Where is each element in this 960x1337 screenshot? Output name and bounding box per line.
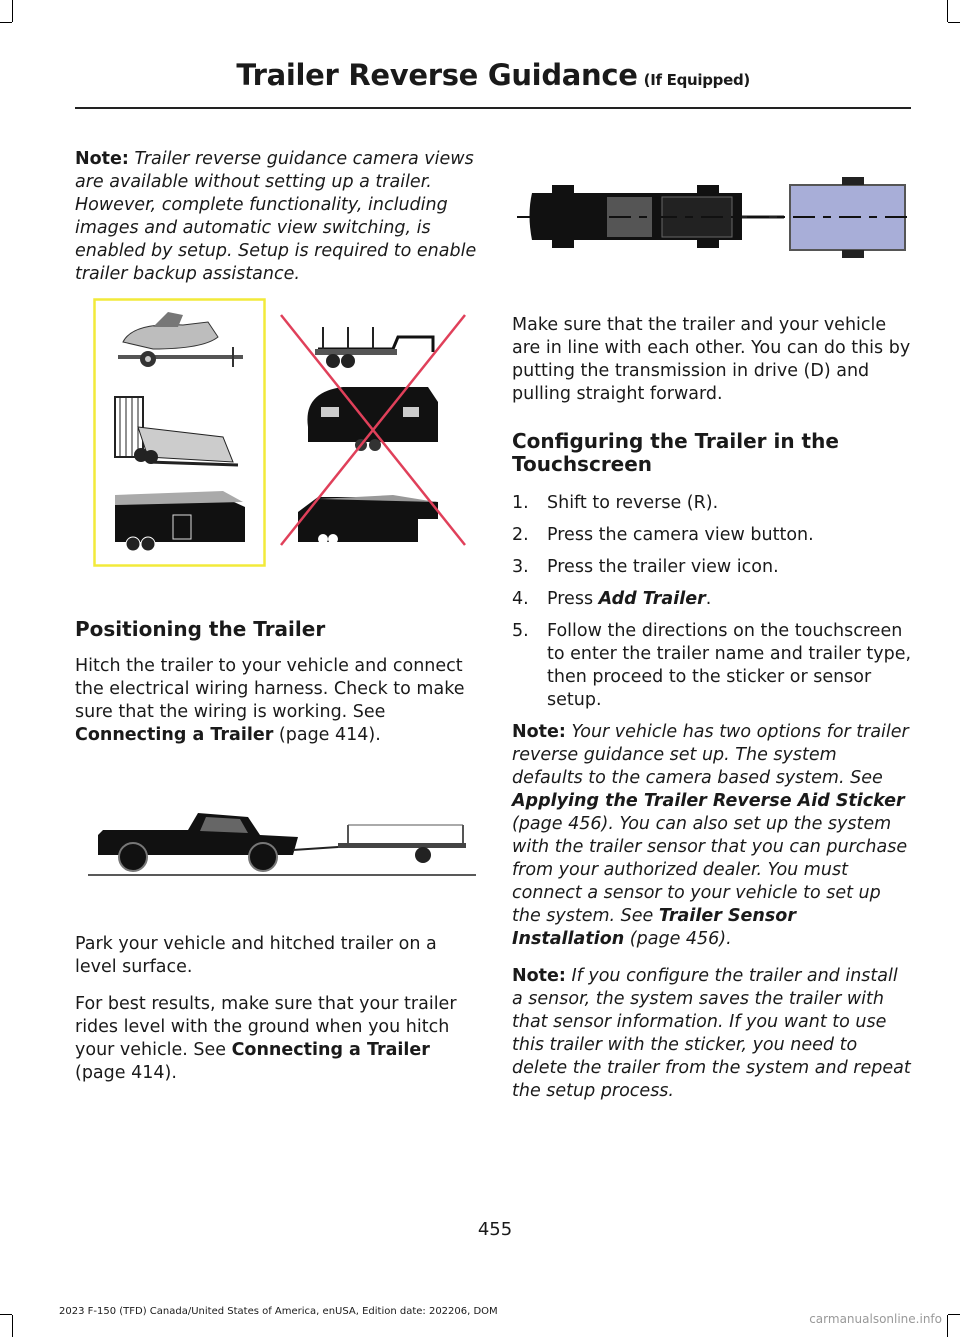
- camper-trailer-icon: [307, 387, 438, 451]
- header-rule: [75, 107, 911, 109]
- truck-trailer-side-figure: [88, 795, 476, 879]
- gooseneck-trailer-icon: [315, 327, 433, 368]
- connecting-trailer-link[interactable]: Connecting a Trailer: [75, 725, 274, 745]
- crop-mark: [0, 1314, 12, 1315]
- sticker-link[interactable]: Applying the Trailer Reverse Aid Sticker: [512, 791, 905, 811]
- crop-mark: [12, 0, 13, 22]
- note-label: Note:: [512, 966, 566, 986]
- step-number: 4.: [512, 589, 529, 609]
- step-item: [512, 620, 912, 712]
- right-column: [512, 314, 912, 1117]
- step-text: Press the trailer view icon.: [547, 557, 779, 577]
- step-text: Shift to reverse (R).: [547, 493, 719, 513]
- step-item: [512, 588, 912, 611]
- note-label: Note:: [75, 149, 129, 169]
- crop-mark: [948, 22, 960, 23]
- left-note: [75, 148, 477, 300]
- step-number: 2.: [512, 525, 529, 545]
- left-level-section: [75, 933, 477, 1099]
- park-paragraph: Park your vehicle and hitched trailer on a level surface.: [75, 934, 437, 977]
- jetski-trailer-icon: [118, 312, 243, 367]
- note-label: Note:: [512, 722, 566, 742]
- note-text: If you configure the trailer and install a sensor, the system saves the trailer with that sensor information. If you want to use this trailer with the sticker, you need to delete the trailer from the system and repeat the setup process.: [512, 966, 911, 1101]
- crop-mark: [12, 1315, 13, 1337]
- step-number: 5.: [512, 621, 529, 641]
- page-title: [236, 58, 750, 92]
- step-text: Press: [547, 589, 594, 609]
- section-heading: Positioning the Trailer: [75, 617, 326, 641]
- hitch: [293, 847, 338, 850]
- sensor-installation-link[interactable]: Trailer Sensor Installation: [512, 906, 796, 949]
- cargo-trailer-icon: [115, 491, 245, 551]
- trailer-types-figure: [93, 297, 473, 569]
- page-ref: (page 414).: [75, 1063, 177, 1083]
- title-qualifier: (If Equipped): [643, 71, 750, 89]
- pickup-truck-icon: [98, 813, 298, 871]
- level-text: For best results, make sure that your trailer rides level with the ground when you hitch your vehicle. See: [75, 994, 457, 1060]
- step-item: [512, 524, 912, 547]
- note-text: Your vehicle has two options for trailer reverse guidance set up. The system defaults to the camera based system. See: [512, 722, 909, 788]
- crop-mark: [947, 1315, 948, 1337]
- step-text: .: [705, 589, 712, 609]
- note-text: Trailer reverse guidance camera views are available without setting up a trailer. However, complete functionality, including images and automatic view switching, is enabled by setup. Setup is required to enable trailer backup assistance.: [75, 149, 477, 284]
- note-text: (page 456). You can also set up the system with the trailer sensor that you can purchase from your authorized dealer. You must connect a sensor to your vehicle to set up the system. See: [512, 814, 908, 926]
- setup-steps: [512, 492, 912, 712]
- connecting-trailer-link[interactable]: Connecting a Trailer: [231, 1040, 430, 1060]
- note-text: (page 456).: [629, 929, 732, 949]
- step-item: [512, 556, 912, 579]
- crop-mark: [947, 0, 948, 22]
- crop-mark: [0, 22, 12, 23]
- utility-trailer-icon: [115, 397, 238, 465]
- crop-mark: [948, 1314, 960, 1315]
- inline-paragraph: Make sure that the trailer and your vehicle are in line with each other. You can do this by putting the transmission in drive (D) and pulling straight forward.: [512, 315, 911, 404]
- edition-line: 2023 F-150 (TFD) Canada/United States of America, enUSA, Edition date: 202206, DOM: [59, 1306, 498, 1317]
- hitch-text: Hitch the trailer to your vehicle and connect the electrical wiring harness. Check to make sure that the wiring is working. See: [75, 656, 465, 722]
- flatbed-trailer-icon: [338, 825, 466, 863]
- step-number: 1.: [512, 493, 529, 513]
- step-number: 3.: [512, 557, 529, 577]
- add-trailer-label: Add Trailer: [598, 589, 706, 609]
- step-text: Follow the directions on the touchscreen to enter the trailer name and trailer type, then proceed to the sticker or sensor setup.: [547, 621, 912, 710]
- section-heading: Configuring the Trailer in the Touchscreen: [512, 429, 839, 476]
- step-text: Press the camera view button.: [547, 525, 814, 545]
- left-positioning-section: [75, 618, 477, 761]
- alignment-top-view-figure: [512, 165, 912, 265]
- page-number: 455: [477, 1219, 513, 1240]
- fifth-wheel-trailer-icon: [298, 495, 438, 544]
- watermark: carmanualsonline.info: [809, 1312, 942, 1326]
- page-ref: (page 414).: [278, 725, 381, 745]
- title-text: Trailer Reverse Guidance: [236, 58, 638, 92]
- step-item: [512, 492, 912, 515]
